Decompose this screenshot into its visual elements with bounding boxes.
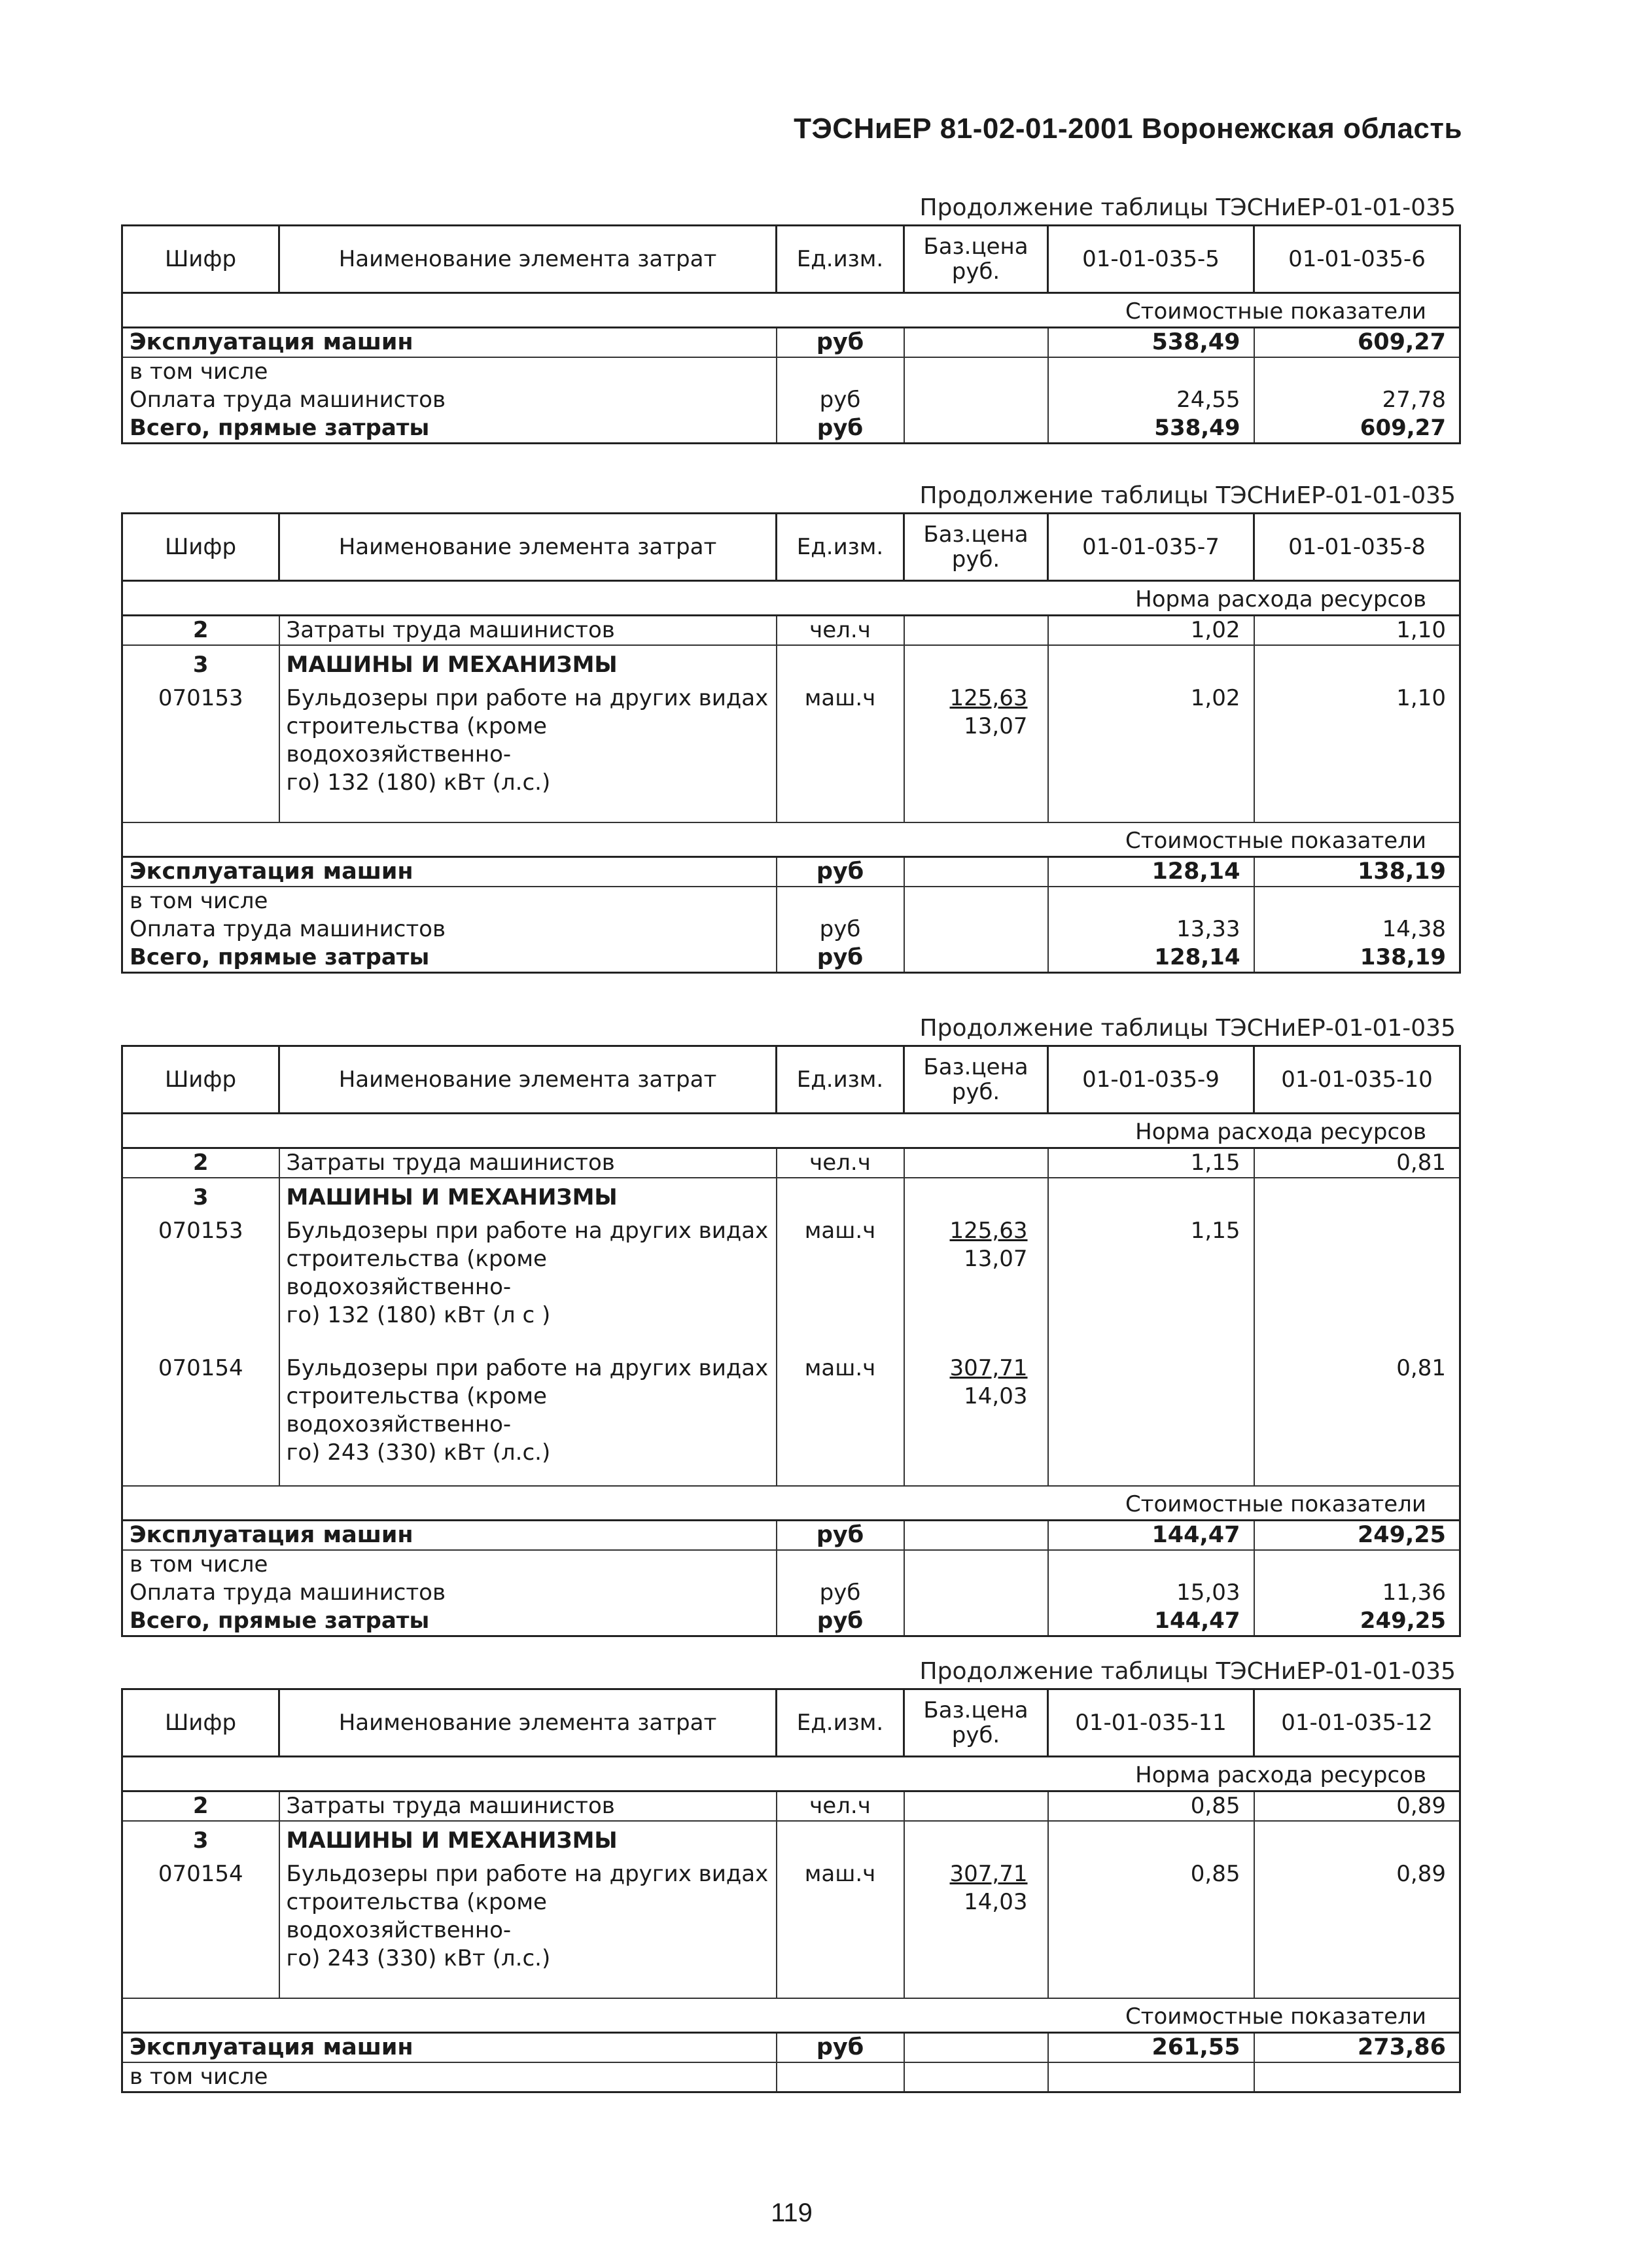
machines-section-row <box>122 1178 1460 1217</box>
col-norm-1: 01-01-035-7 <box>1048 514 1254 581</box>
total-row <box>122 1607 1460 1636</box>
unit-cell: руб <box>777 328 904 358</box>
including-label: в том числе <box>122 887 777 915</box>
value-cell: 144,47 <box>1048 1607 1254 1636</box>
value-cell: 13,33 <box>1048 915 1254 944</box>
col-norm-2: 01-01-035-10 <box>1254 1046 1460 1114</box>
price-cell: 307,71 14,03 <box>904 1860 1048 1998</box>
section-cost-label: Стоимостные показатели <box>122 293 1460 328</box>
section-norm-label: Норма расхода ресурсов <box>122 1757 1460 1791</box>
unit-cell: руб <box>777 1607 904 1636</box>
value-cell: 609,27 <box>1254 328 1460 358</box>
section-cost-row <box>122 1998 1460 2033</box>
col-unit-header: Ед.изм. <box>777 1689 904 1757</box>
name-cell: Затраты труда машинистов <box>279 1791 777 1822</box>
value-cell: 1,10 <box>1254 684 1460 822</box>
col-unit-header: Ед.изм. <box>777 1046 904 1114</box>
col-norm-1: 01-01-035-9 <box>1048 1046 1254 1114</box>
price-cell <box>904 328 1048 358</box>
value-cell: 128,14 <box>1048 944 1254 973</box>
value-cell: 0,85 <box>1048 1860 1254 1998</box>
unit-cell: руб <box>777 944 904 973</box>
name-cell: Бульдозеры при работе на других видах строительства (кроме водохозяйственно- го) 132 (180) кВт (л.с.) <box>279 684 777 822</box>
table-block-3 <box>121 1012 1459 1637</box>
unit-cell: руб <box>777 1579 904 1607</box>
unit-cell: маш.ч <box>777 1354 904 1486</box>
cost-table <box>121 224 1461 444</box>
labor-pay-label: Оплата труда машинистов <box>122 386 777 414</box>
labor-pay-row <box>122 915 1460 944</box>
unit-cell: руб <box>777 414 904 444</box>
unit-cell: чел.ч <box>777 1148 904 1178</box>
name-cell: Затраты труда машинистов <box>279 1148 777 1178</box>
value-cell: 128,14 <box>1048 857 1254 887</box>
name-cell: Бульдозеры при работе на других видах строительства (кроме водохозяйственно- го) 243 (330) кВт (л.с.) <box>279 1860 777 1998</box>
value-cell: 138,19 <box>1254 857 1460 887</box>
total-label: Всего, прямые затраты <box>122 1607 777 1636</box>
col-norm-2: 01-01-035-6 <box>1254 226 1460 293</box>
section-cost-label: Стоимостные показатели <box>122 822 1460 857</box>
value-cell: 0,89 <box>1254 1860 1460 1998</box>
col-name-header: Наименование элемента затрат <box>279 226 777 293</box>
value-cell: 24,55 <box>1048 386 1254 414</box>
col-name-header: Наименование элемента затрат <box>279 1046 777 1114</box>
value-cell: 14,38 <box>1254 915 1460 944</box>
unit-cell: маш.ч <box>777 1860 904 1998</box>
unit-cell: чел.ч <box>777 616 904 646</box>
table-caption: Продолжение таблицы ТЭСНиЕР-01-01-035 <box>919 482 1456 509</box>
unit-cell: руб <box>777 2033 904 2063</box>
including-row <box>122 1550 1460 1579</box>
exploitation-label: Эксплуатация машин <box>122 857 777 887</box>
exploitation-label: Эксплуатация машин <box>122 328 777 358</box>
table-caption: Продолжение таблицы ТЭСНиЕР-01-01-035 <box>919 1658 1456 1685</box>
value-cell: 0,85 <box>1048 1791 1254 1822</box>
page-number: 119 <box>771 2198 813 2227</box>
price-cell: 125,63 13,07 <box>904 1217 1048 1354</box>
value-cell: 1,15 <box>1048 1217 1254 1354</box>
labor-costs-row <box>122 1791 1460 1822</box>
col-price-header: Баз.цена руб. <box>904 226 1048 293</box>
machines-section-row <box>122 1821 1460 1860</box>
value-cell: 1,02 <box>1048 684 1254 822</box>
labor-costs-row <box>122 1148 1460 1178</box>
section-cost-label: Стоимостные показатели <box>122 1998 1460 2033</box>
table-caption: Продолжение таблицы ТЭСНиЕР-01-01-035 <box>919 194 1456 221</box>
section-norm-row <box>122 581 1460 616</box>
value-cell: 249,25 <box>1254 1607 1460 1636</box>
unit-cell: руб <box>777 857 904 887</box>
section-norm-row <box>122 1757 1460 1791</box>
value-cell: 0,81 <box>1254 1354 1460 1486</box>
labor-costs-row <box>122 616 1460 646</box>
resource-row <box>122 1860 1460 1998</box>
header-row <box>122 1046 1460 1114</box>
resource-row <box>122 1217 1460 1354</box>
col-code-header: Шифр <box>122 1046 279 1114</box>
cost-table <box>121 1688 1461 2093</box>
cost-table <box>121 1045 1461 1637</box>
col-norm-2: 01-01-035-8 <box>1254 514 1460 581</box>
col-price-header: Баз.цена руб. <box>904 514 1048 581</box>
section-cost-label: Стоимостные показатели <box>122 1486 1460 1521</box>
col-code-header: Шифр <box>122 1689 279 1757</box>
table-caption: Продолжение таблицы ТЭСНиЕР-01-01-035 <box>919 1015 1456 1042</box>
value-cell: 144,47 <box>1048 1521 1254 1551</box>
col-price-header: Баз.цена руб. <box>904 1689 1048 1757</box>
cost-table <box>121 512 1461 974</box>
total-row <box>122 414 1460 444</box>
code-cell: 3 <box>122 645 279 684</box>
section-norm-label: Норма расхода ресурсов <box>122 1114 1460 1148</box>
col-name-header: Наименование элемента затрат <box>279 1689 777 1757</box>
labor-pay-label: Оплата труда машинистов <box>122 1579 777 1607</box>
code-cell: 070154 <box>122 1860 279 1998</box>
exploitation-label: Эксплуатация машин <box>122 2033 777 2063</box>
resource-row <box>122 1354 1460 1486</box>
col-norm-1: 01-01-035-11 <box>1048 1689 1254 1757</box>
section-norm-row <box>122 1114 1460 1148</box>
exploitation-row <box>122 2033 1460 2063</box>
total-label: Всего, прямые затраты <box>122 414 777 444</box>
unit-cell: маш.ч <box>777 1217 904 1354</box>
resource-row <box>122 684 1460 822</box>
col-price-header: Баз.цена руб. <box>904 1046 1048 1114</box>
including-row <box>122 357 1460 386</box>
header-row <box>122 1689 1460 1757</box>
price-cell: 125,63 13,07 <box>904 684 1048 822</box>
header-row <box>122 514 1460 581</box>
code-cell: 3 <box>122 1178 279 1217</box>
col-name-header: Наименование элемента затрат <box>279 514 777 581</box>
value-cell: 0,81 <box>1254 1148 1460 1178</box>
value-cell: 249,25 <box>1254 1521 1460 1551</box>
code-cell: 070153 <box>122 1217 279 1354</box>
name-cell: МАШИНЫ И МЕХАНИЗМЫ <box>279 1178 777 1217</box>
value-cell <box>1048 1354 1254 1486</box>
name-cell: МАШИНЫ И МЕХАНИЗМЫ <box>279 1821 777 1860</box>
table-block-4 <box>121 1655 1459 2093</box>
total-row <box>122 944 1460 973</box>
col-code-header: Шифр <box>122 226 279 293</box>
value-cell: 15,03 <box>1048 1579 1254 1607</box>
value-cell: 1,02 <box>1048 616 1254 646</box>
price-cell: 307,71 14,03 <box>904 1354 1048 1486</box>
value-cell: 538,49 <box>1048 414 1254 444</box>
value-cell: 27,78 <box>1254 386 1460 414</box>
section-cost-row <box>122 293 1460 328</box>
code-cell: 3 <box>122 1821 279 1860</box>
table-block-1 <box>121 192 1459 444</box>
value-cell: 0,89 <box>1254 1791 1460 1822</box>
labor-pay-row <box>122 386 1460 414</box>
including-label: в том числе <box>122 1550 777 1579</box>
value-cell: 1,10 <box>1254 616 1460 646</box>
labor-pay-row <box>122 1579 1460 1607</box>
name-cell: МАШИНЫ И МЕХАНИЗМЫ <box>279 645 777 684</box>
name-cell: Затраты труда машинистов <box>279 616 777 646</box>
exploitation-label: Эксплуатация машин <box>122 1521 777 1551</box>
code-cell: 2 <box>122 1791 279 1822</box>
labor-pay-label: Оплата труда машинистов <box>122 915 777 944</box>
value-cell <box>1254 1217 1460 1354</box>
including-label: в том числе <box>122 357 777 386</box>
col-unit-header: Ед.изм. <box>777 514 904 581</box>
name-cell: Бульдозеры при работе на других видах строительства (кроме водохозяйственно- го) 132 (180) кВт (л с ) <box>279 1217 777 1354</box>
unit-cell: руб <box>777 1521 904 1551</box>
value-cell: 1,15 <box>1048 1148 1254 1178</box>
table-block-2 <box>121 480 1459 974</box>
code-cell: 2 <box>122 1148 279 1178</box>
col-norm-2: 01-01-035-12 <box>1254 1689 1460 1757</box>
total-label: Всего, прямые затраты <box>122 944 777 973</box>
code-cell: 070153 <box>122 684 279 822</box>
value-cell: 261,55 <box>1048 2033 1254 2063</box>
section-cost-row <box>122 1486 1460 1521</box>
value-cell: 138,19 <box>1254 944 1460 973</box>
value-cell: 11,36 <box>1254 1579 1460 1607</box>
exploitation-row <box>122 1521 1460 1551</box>
code-cell: 070154 <box>122 1354 279 1486</box>
exploitation-row <box>122 857 1460 887</box>
unit-cell: руб <box>777 915 904 944</box>
unit-cell: чел.ч <box>777 1791 904 1822</box>
including-row <box>122 2062 1460 2092</box>
name-cell: Бульдозеры при работе на других видах строительства (кроме водохозяйственно- го) 243 (330) кВт (л.с.) <box>279 1354 777 1486</box>
value-cell: 273,86 <box>1254 2033 1460 2063</box>
section-cost-row <box>122 822 1460 857</box>
exploitation-row <box>122 328 1460 358</box>
code-cell: 2 <box>122 616 279 646</box>
value-cell: 538,49 <box>1048 328 1254 358</box>
col-norm-1: 01-01-035-5 <box>1048 226 1254 293</box>
document-header: ТЭСНиЕР 81-02-01-2001 Воронежская область <box>794 113 1462 145</box>
unit-cell: руб <box>777 386 904 414</box>
including-label: в том числе <box>122 2062 777 2092</box>
machines-section-row <box>122 645 1460 684</box>
unit-cell: маш.ч <box>777 684 904 822</box>
value-cell: 609,27 <box>1254 414 1460 444</box>
col-code-header: Шифр <box>122 514 279 581</box>
header-row <box>122 226 1460 293</box>
including-row <box>122 887 1460 915</box>
section-norm-label: Норма расхода ресурсов <box>122 581 1460 616</box>
col-unit-header: Ед.изм. <box>777 226 904 293</box>
